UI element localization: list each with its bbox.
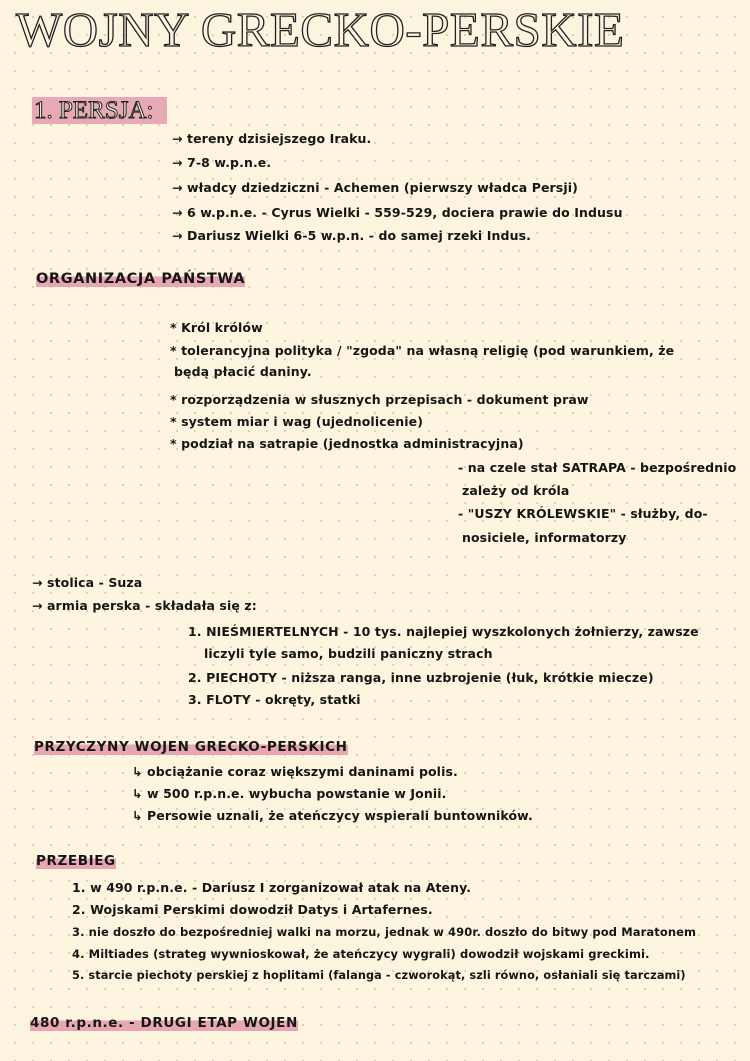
organizacja-bullet-3: * rozporządzenia w słusznych przepisach - dokument praw [170,392,589,407]
armia-item-1-cont: liczyli tyle samo, budzili paniczny strach [204,646,493,661]
persja-bullet-1: → tereny dzisiejszego Iraku. [172,131,372,146]
section-heading-persja: 1. PERSJA: [32,96,167,126]
organizacja-bullet-1: * Król królów [170,320,263,335]
uszy-note-2: nosiciele, informatorzy [462,530,627,545]
armia-item-2: 2. PIECHOTY - niższa ranga, inne uzbrojenie (łuk, krótkie miecze) [188,670,654,685]
przebieg-item-1: 1. w 490 r.p.n.e. - Dariusz I zorganizował atak na Ateny. [72,880,472,895]
przebieg-item-5: 5. starcie piechoty perskiej z hoplitami (falanga - czworokąt, szli równo, osłaniali się tarczami) [72,969,686,982]
przyczyny-item-2: ↳ w 500 r.p.n.e. wybucha powstanie w Jonii. [132,786,447,801]
organizacja-bullet-5: * podział na satrapie (jednostka administracyjna) [170,436,524,451]
organizacja-bullet-2: * tolerancyjna polityka / "zgoda" na własną religię (pod warunkiem, że [170,343,675,358]
armia-item-3: 3. FLOTY - okręty, statki [188,692,361,707]
persja-bullet-4: → 6 w.p.n.e. - Cyrus Wielki - 559-529, dociera prawie do Indusu [172,205,623,220]
section-heading-przyczyny: PRZYCZYNY WOJEN GRECKO-PERSKICH [34,739,348,755]
przebieg-item-4: 4. Miltiades (strateg wywnioskował, że ateńczycy wygrali) dowodził wojskami greckimi. [72,947,650,961]
persja-bullet-3: → władcy dziedziczni - Achemen (pierwszy władca Persji) [172,180,578,195]
przyczyny-item-3: ↳ Persowie uznali, że ateńczycy wspierali buntowników. [132,808,533,823]
persja-bullet-5: → Dariusz Wielki 6-5 w.p.n. - do samej rzeki Indus. [172,228,531,243]
persja-bullet-2: → 7-8 w.p.n.e. [172,155,272,170]
armia-head: → armia perska - składała się z: [32,598,257,613]
footer-heading: 480 r.p.n.e. - DRUGI ETAP WOJEN [30,1015,298,1031]
page-title: WOJNY GRECKO-PERSKIE [16,2,625,57]
stolica-line: → stolica - Suza [32,575,143,590]
organizacja-bullet-4: * system miar i wag (ujednolicenie) [170,414,424,429]
satrapa-note-2: zależy od króla [462,483,570,498]
section-heading-organizacja: ORGANIZACJA PAŃSTWA [36,271,246,287]
przebieg-item-3: 3. nie doszło do bezpośredniej walki na morzu, jednak w 490r. doszło do bitwy pod Maratonem [72,925,697,939]
section-heading-przebieg: PRZEBIEG [36,853,116,869]
przyczyny-item-1: ↳ obciążanie coraz większymi daninami polis. [132,764,458,779]
organizacja-bullet-2-cont: będą płacić daniny. [174,364,312,379]
przebieg-item-2: 2. Wojskami Perskimi dowodził Datys i Artafernes. [72,902,433,917]
uszy-note-1: - "USZY KRÓLEWSKIE" - służby, do- [458,506,708,521]
armia-item-1: 1. NIEŚMIERTELNYCH - 10 tys. najlepiej wyszkolonych żołnierzy, zawsze [188,624,699,639]
satrapa-note-1: - na czele stał SATRAPA - bezpośrednio [458,460,737,475]
